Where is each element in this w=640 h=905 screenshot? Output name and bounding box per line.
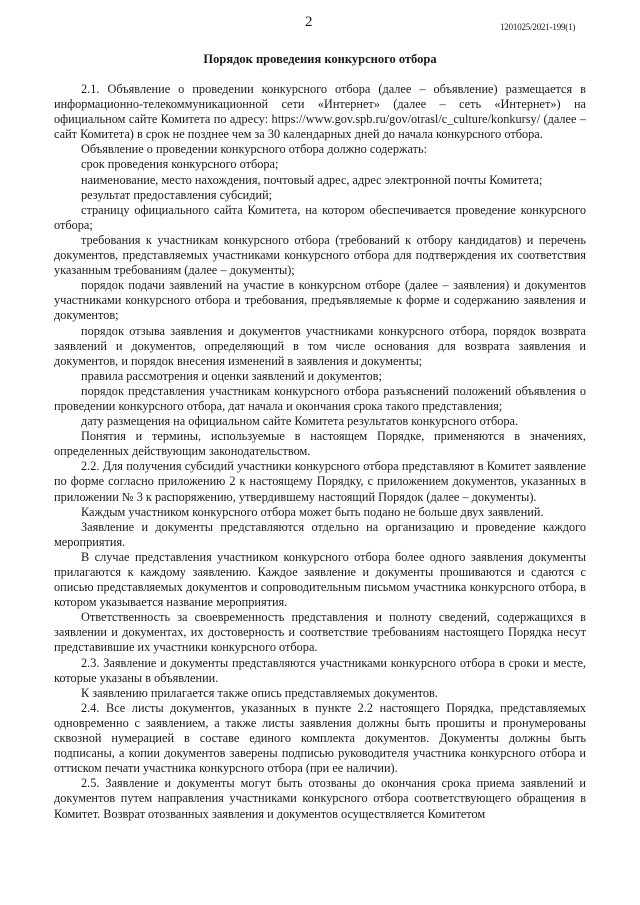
paragraph-2-1: 2.1. Объявление о проведении конкурсного отбора (далее – объявление) размещается в информационно-телекоммуникационной сети «Интернет» (далее – сеть «Интернет») на официальном сайте Комитета по адресу: https://www.gov.spb.ru/gov/otrasl/c_culture/konkursy/ (далее – сайт Комитета) в срок не позднее чем за 30 календарных дней до начала конкурсного отбора. [54, 82, 586, 142]
paragraph: порядок отзыва заявления и документов участниками конкурсного отбора, порядок возврата заявлений и документов, определяющий в том числе основания для возврата заявления и документов, и порядок внесения изменений в заявления и документы; [54, 323, 586, 368]
paragraph: результат предоставления субсидий; [81, 187, 273, 202]
document-code: 1201025/2021-199(1) [500, 22, 576, 32]
paragraph: Каждым участником конкурсного отбора может быть подано не больше двух заявлений. [81, 504, 544, 519]
paragraph: Понятия и термины, используемые в настоящем Порядке, применяются в значениях, определенных действующим законодательством. [54, 429, 586, 459]
paragraph-2-5: 2.5. Заявление и документы могут быть отозваны до окончания срока приема заявлений и документов путем направления участниками конкурсного отбора соответствующего обращения в Комитет. Возврат отозванных заявления и документов осуществляется Комитетом [54, 776, 586, 821]
paragraph: правила рассмотрения и оценки заявлений и документов; [81, 368, 382, 383]
paragraph: срок проведения конкурсного отбора; [81, 157, 279, 172]
section-title: Порядок проведения конкурсного отбора [203, 52, 437, 66]
paragraph: дату размещения на официальном сайте Комитета результатов конкурсного отбора. [81, 414, 519, 429]
paragraph: В случае представления участником конкурсного отбора более одного заявления документы прилагаются к каждому заявлению. Каждое заявление и документы прошиваются и сдаются с описью представляемых документов и сопроводительным письмом участника конкурсного отбора, в котором указывается название мероприятия. [54, 549, 586, 610]
paragraph: Заявление и документы представляются отдельно на организацию и проведение каждого мероприятия. [54, 519, 586, 549]
paragraph: Ответственность за своевременность представления и полноту сведений, содержащихся в заявлении и документах, их достоверность и соответствие требованиям настоящего Порядка несут представившие их участники конкурсного отбора. [54, 610, 586, 655]
paragraph: порядок подачи заявлений на участие в конкурсном отборе (далее – заявления) и документов участниками конкурсного отбора и требования, предъявляемые к форме и содержанию заявления и документов; [54, 278, 586, 323]
paragraph: Объявление о проведении конкурсного отбора должно содержать: [81, 142, 428, 157]
document-body [54, 82, 586, 822]
page-number: 2 [305, 14, 313, 30]
paragraph: страницу официального сайта Комитета, на котором обеспечивается проведение конкурсного отбора; [54, 202, 586, 232]
paragraph-2-3: 2.3. Заявление и документы представляются участниками конкурсного отбора в сроки и месте, которые указаны в объявлении. [54, 655, 586, 685]
paragraph-2-2: 2.2. Для получения субсидий участники конкурсного отбора представляют в Комитет заявление по форме согласно приложению 2 к настоящему Порядку, с приложением документов, указанных в приложении № 3 к распоряжению, утвердившему настоящий Порядок (далее – документы). [54, 459, 586, 504]
paragraph: порядок представления участникам конкурсного отбора разъяснений положений объявления о проведении конкурсного отбора, дат начала и окончания срока такого представления; [54, 383, 586, 413]
paragraph: требования к участникам конкурсного отбора (требований к отбору кандидатов) и перечень документов, представляемых участниками конкурсного отбора для подтверждения их соответствия указанным требованиям (далее – документы); [54, 232, 586, 278]
paragraph-2-4: 2.4. Все листы документов, указанных в пункте 2.2 настоящего Порядка, представляемых одновременно с заявлением, а также листы заявления должны быть прошиты и пронумерованы сквозной нумерацией в составе единого комплекта документов. Документы должны быть подписаны, а копии документов заверены подписью руководителя участника конкурсного отбора и оттиском печати участника конкурсного отбора (при ее наличии). [54, 700, 586, 776]
paragraph: К заявлению прилагается также опись представляемых документов. [81, 685, 438, 700]
paragraph: наименование, место нахождения, почтовый адрес, адрес электронной почты Комитета; [81, 172, 543, 187]
